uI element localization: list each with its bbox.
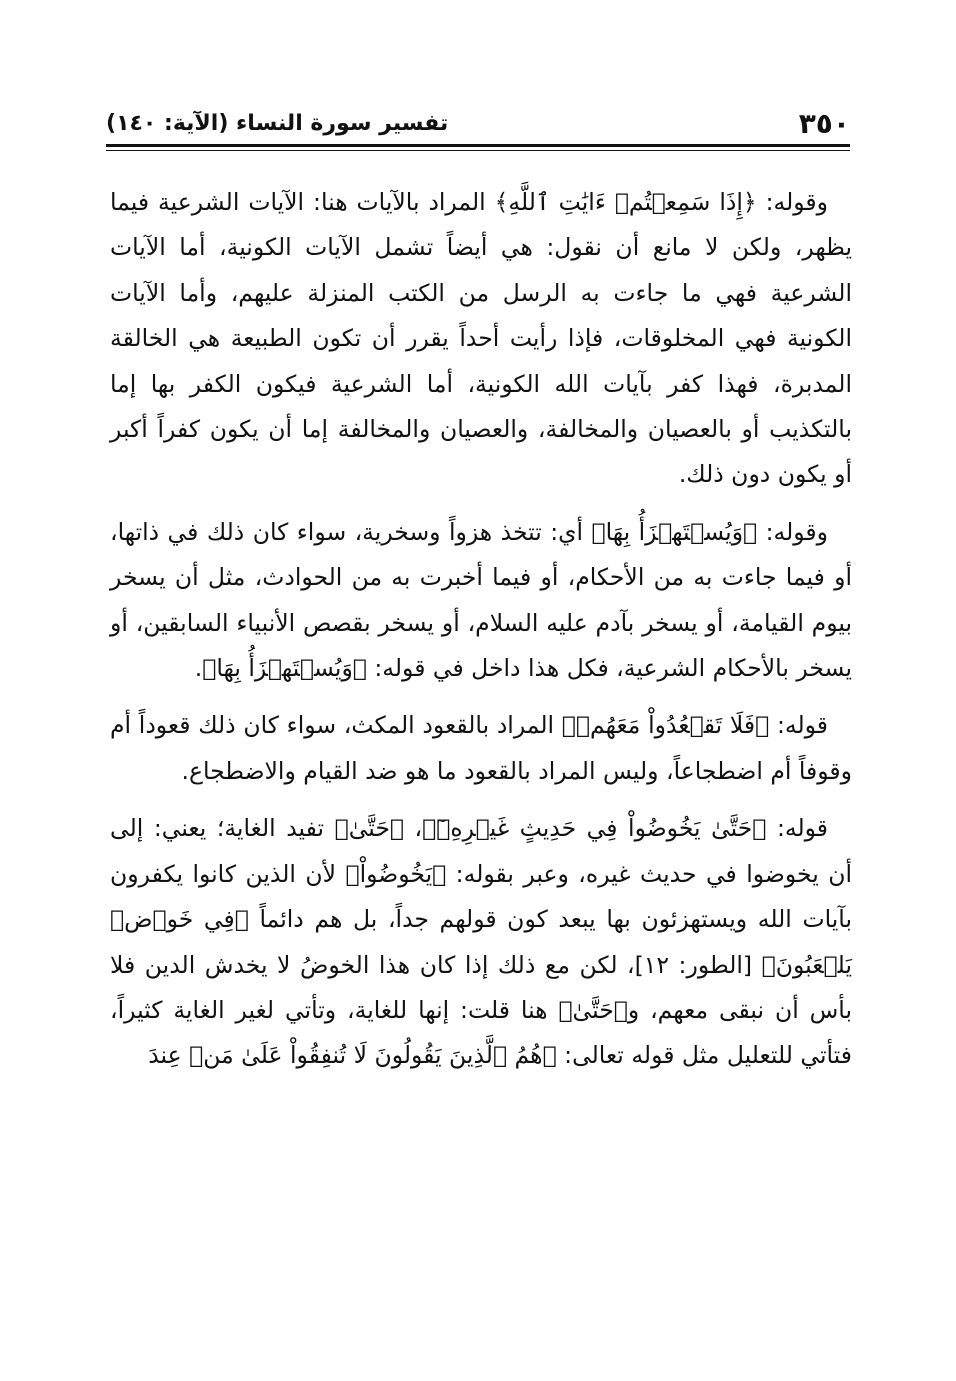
- running-header: [106, 104, 850, 140]
- paragraph-qu-ud: قوله: ﴿فَلَا تَقۡعُدُواْ مَعَهُمۡ﴾ المراد بالقعود المكث، سواء كان ذلك قعوداً أم وقوفاً أم اضطجاعاً، وليس المراد بالقعود ما هو ضد القيام والاضطجاع.: [110, 711, 852, 785]
- running-title: تفسير سورة النساء (الآية: ١٤٠): [106, 111, 449, 136]
- body-text: [110, 180, 852, 1079]
- paragraph-istihza: وقوله: ﴿وَيُسۡتَهۡزَأُ بِهَا﴾ أي: تتخذ هزواً وسخرية، سواء كان ذلك في ذاتها، أو فيما جاءت به من الأحكام، أو فيما أخبرت به من الحوادث، مثل أن يسخر بيوم القيامة، أو يسخر بآدم عليه السلام، أو يسخر بقصص الأنبياء السابقين، أو يسخر بالأحكام الشرعية، فكل هذا داخل في قوله: ﴿وَيُسۡتَهۡزَأُ بِهَا﴾.: [110, 517, 852, 683]
- header-rule-thin: [106, 150, 850, 151]
- header-rule: [106, 144, 850, 147]
- paragraph-ayat-allah: وقوله: ﴿إِذَا سَمِعۡتُمۡ ءَايَٰتِ ٱللَّهِ﴾ المراد بالآيات هنا: الآيات الشرعية فيما يظهر، ولكن لا مانع أن نقول: هي أيضاً تشمل الآيات الكونية، أما الآيات الشرعية فهي ما جاءت به الرسل من الكتب المنزلة عليهم، وأما الآيات الكونية فهي المخلوقات، فإذا رأيت أحداً يقرر أن تكون الطبيعة هي الخالقة المدبرة، فهذا كفر بآيات الله الكونية، أما الشرعية فيكون الكفر بها إما بالتكذيب أو بالعصيان والمخالفة، والعصيان والمخالفة إما أن يكون كفراً أكبر أو يكون دون ذلك.: [110, 188, 852, 489]
- paragraph-hatta: قوله: ﴿حَتَّىٰ يَخُوضُواْ فِي حَدِيثٍ غَيۡرِهِۦٓ﴾، ﴿حَتَّىٰ﴾ تفيد الغاية؛ يعني: إلى أن يخوضوا في حديث غيره، وعبر بقوله: ﴿يَخُوضُواْ﴾ لأن الذين كانوا يكفرون بآيات الله ويستهزئون بها يبعد كون قولهم جداً، بل هم دائماً ﴿فِي خَوۡضٖ يَلۡعَبُونَ﴾ [الطور: ١٢]، لكن مع ذلك إذا كان هذا الخوضُ لا يخدش الدين فلا بأس أن نبقى معهم، و﴿حَتَّىٰ﴾ هنا قلت: إنها للغاية، وتأتي لغير الغاية كثيراً، فتأتي للتعليل مثل قوله تعالى: ﴿هُمُ ٱلَّذِينَ يَقُولُونَ لَا تُنفِقُواْ عَلَىٰ مَنۡ عِندَ: [110, 814, 852, 1070]
- page-number: ٣٥٠: [798, 107, 850, 140]
